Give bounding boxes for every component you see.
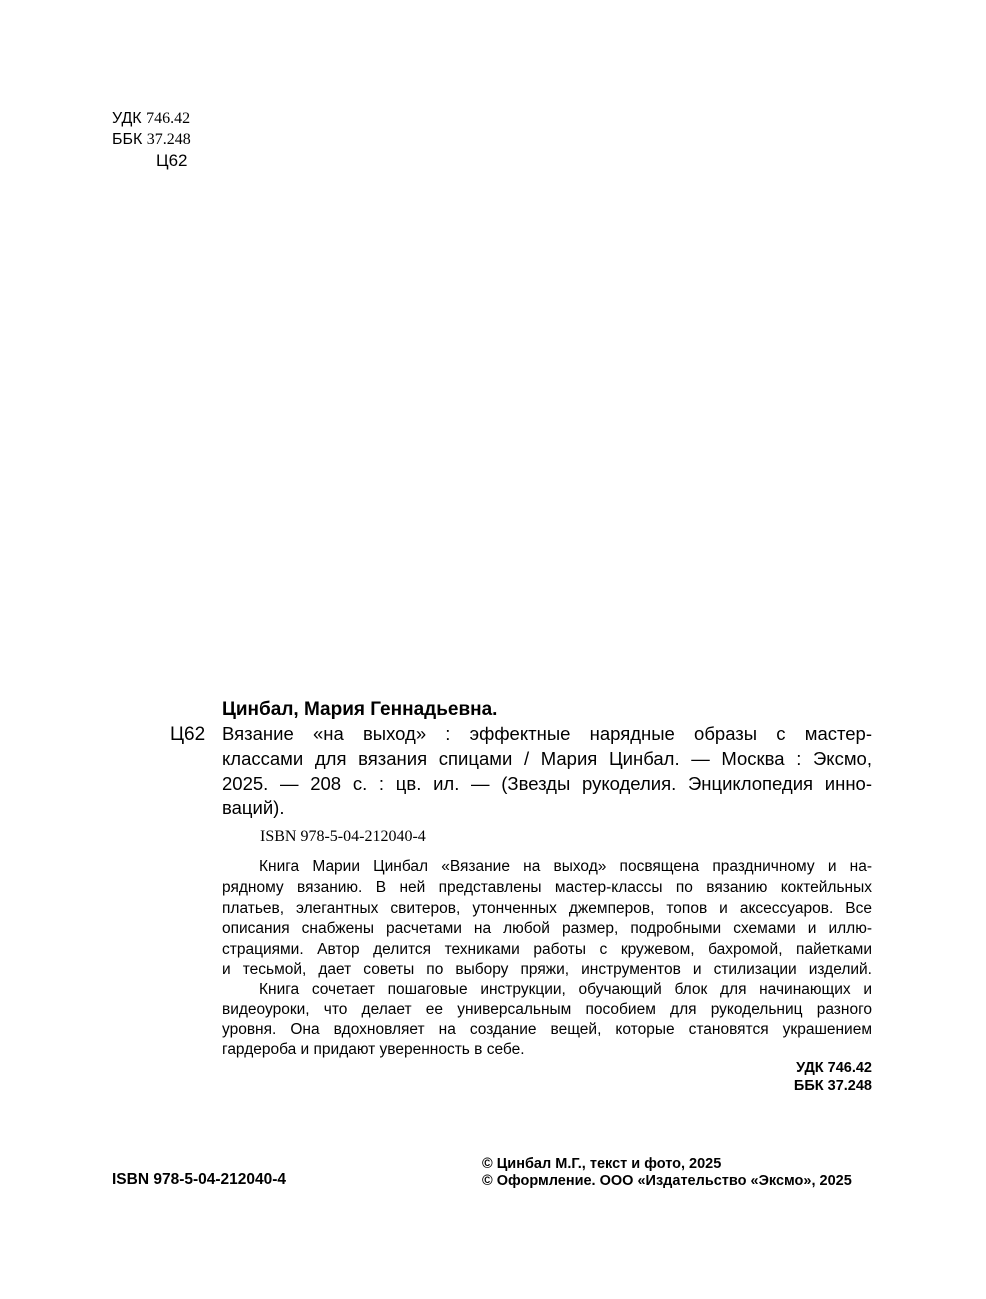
annotation-line: страциями. Автор делится техниками работы с кружевом, бахромой, пайетками [222, 941, 872, 958]
annotation-line: платьев, элегантных свитеров, утонченных джемперов, топов и аксессуаров. Все [222, 900, 872, 917]
isbn-bold: ISBN 978-5-04-212040-4 [112, 1171, 287, 1188]
annotation-line: Книга сочетает пошаговые инструкции, обучающий блок для начинающих и [259, 981, 872, 998]
udk-value: 746.42 [146, 110, 191, 127]
annotation-line: описания снабжены расчетами на любой размер, подробными схемами и иллю- [222, 920, 872, 937]
isbn-serif: ISBN 978-5-04-212040-4 [260, 828, 426, 845]
bib-line: 2025. — 208 с. : цв. ил. — (Звезды рукоделия. Энциклопедия инно- [222, 773, 872, 794]
udk-bottom: УДК 746.42 [796, 1060, 872, 1076]
udk-top [112, 108, 190, 129]
annotation-line: рядному вязанию. В ней представлены мастер-классы по вязанию коктейльных [222, 879, 872, 896]
copyright-publisher: © Оформление. ООО «Издательство «Эксмо», 2025 [482, 1173, 852, 1189]
copyright-author: © Цинбал М.Г., текст и фото, 2025 [482, 1156, 722, 1172]
bib-line: Вязание «на выход» : эффектные нарядные образы с мастер- [222, 723, 872, 744]
bbk-top [112, 129, 191, 150]
annotation-line: уровня. Она вдохновляет на создание вещей, которые становятся украшением [222, 1021, 872, 1038]
bbk-value: 37.248 [146, 131, 191, 148]
annotation-line: Книга Марии Цинбал «Вязание на выход» посвящена праздничному и на- [259, 858, 872, 875]
bib-line: классами для вязания спицами / Мария Цинбал. — Москва : Эксмо, [222, 748, 872, 769]
bbk-label: ББК [112, 131, 143, 148]
bbk-bottom: ББК 37.248 [793, 1078, 872, 1094]
annotation-line: и тесьмой, дает советы по выбору пряжи, инструментов и стилизации изделий. [222, 961, 872, 978]
author-sign-top: Ц62 [156, 151, 188, 170]
author-heading: Цинбал, Мария Геннадьевна. [222, 699, 498, 720]
author-sign: Ц62 [170, 724, 206, 745]
bib-line: ваций). [222, 797, 285, 818]
annotation-line: гардероба и придают уверенность в себе. [222, 1041, 525, 1058]
annotation-line: видеоуроки, что делает ее универсальным пособием для рукодельниц разного [222, 1001, 872, 1018]
udk-label: УДК [112, 110, 142, 127]
